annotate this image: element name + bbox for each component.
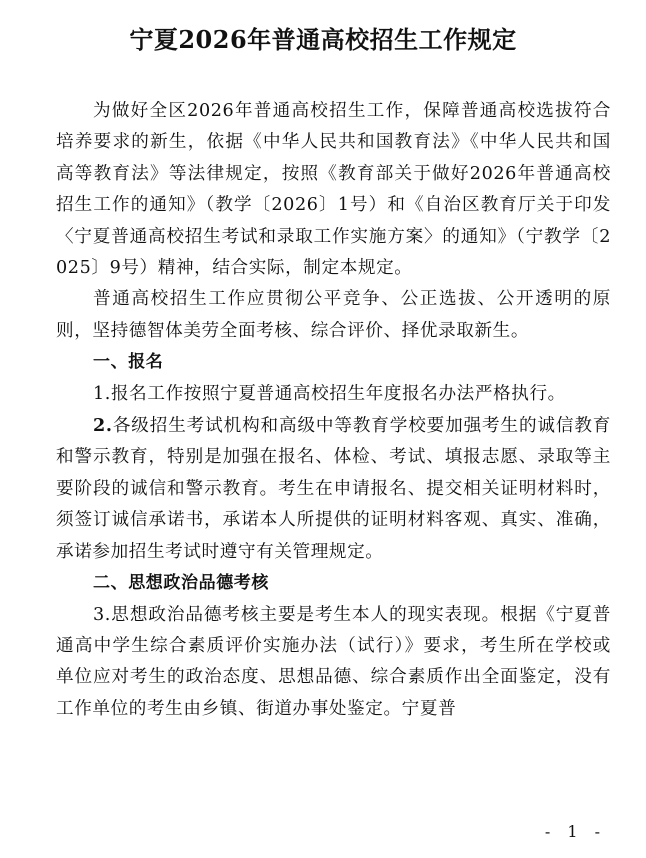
intro-paragraph: 为做好全区2026年普通高校招生工作，保障普通高校选拔符合培养要求的新生，依据《中华人民共和国教育法》《中华人民共和国高等教育法》等法律规定，按照《教育部关于做好2026年普通高校招生工作的通知》（教学〔2026〕1号）和《自治区教育厅关于印发〈宁夏普通高校招生考试和录取工作实施方案〉的通知》（宁教学〔2025〕9号）精神，结合实际，制定本规定。 bbox=[56, 101, 611, 279]
item-2-paragraph bbox=[56, 410, 611, 568]
document-title: 宁夏2026年普通高校招生工作规定 bbox=[129, 25, 517, 54]
item-2-text: 各级招生考试机构和高级中等教育学校要加强考生的诚信教育和警示教育，特别是加强在报名、体检、考试、填报志愿、录取等主要阶段的诚信和警示教育。考生在申请报名、提交相关证明材料时，须签订诚信承诺书，承诺本人所提供的证明材料客观、真实、准确，承诺参加招生考试时遵守有关管理规定。 bbox=[56, 416, 611, 562]
page-number: - 1 - bbox=[544, 822, 606, 841]
item-1-paragraph: 1.报名工作按照宁夏普通高校招生年度报名办法严格执行。 bbox=[93, 383, 566, 404]
section-heading-registration: 一、报名 bbox=[93, 352, 164, 373]
item-2-number: 2. bbox=[93, 415, 113, 437]
section-heading-moral-assessment: 二、思想政治品德考核 bbox=[93, 573, 269, 594]
item-3-paragraph: 3.思想政治品德考核主要是考生本人的现实表现。根据《宁夏普通高中学生综合素质评价实施办法（试行）》要求，考生所在学校或单位应对考生的政治态度、思想品德、综合素质作出全面鉴定，没有工作单位的考生由乡镇、街道办事处鉴定。宁夏普 bbox=[56, 604, 611, 719]
principle-paragraph: 普通高校招生工作应贯彻公平竞争、公正选拔、公开透明的原则，坚持德智体美劳全面考核、综合评价、择优录取新生。 bbox=[56, 289, 611, 341]
document-body bbox=[56, 96, 611, 725]
